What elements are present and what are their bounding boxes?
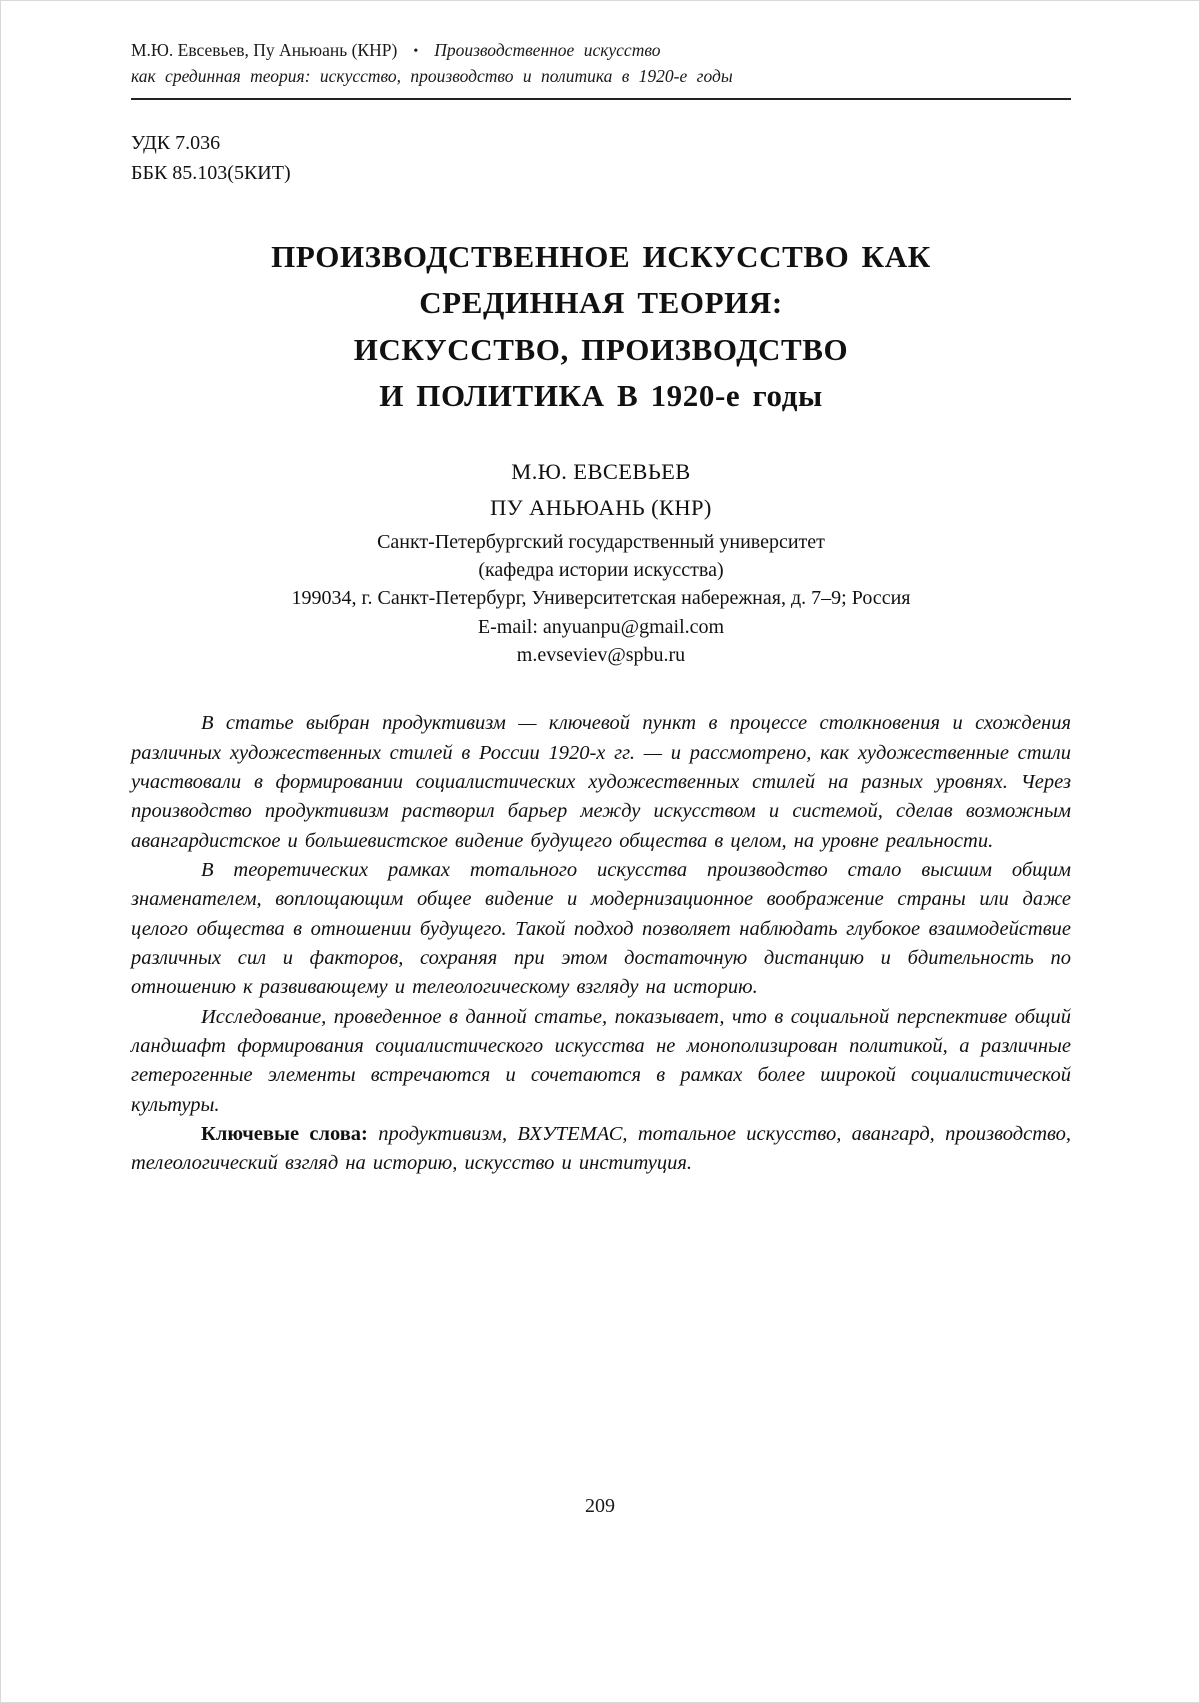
- article-title-line: И ПОЛИТИКА В 1920-е годы: [379, 378, 823, 413]
- affiliation-email: m.evseviev@spbu.ru: [516, 644, 686, 667]
- header-rule: [131, 98, 1071, 100]
- affiliation-block: [131, 528, 1071, 670]
- affiliation-line: Санкт-Петербургский государственный университет: [377, 530, 825, 553]
- udk-code: УДК 7.036: [131, 131, 221, 154]
- running-head-separator: •: [413, 44, 419, 59]
- affiliation-line: 199034, г. Санкт-Петербург, Университетская набережная, д. 7–9; Россия: [291, 587, 911, 610]
- keywords-label: Ключевые слова:: [201, 1122, 368, 1145]
- article-title: [131, 234, 1071, 420]
- affiliation-line: (кафедра истории искусства): [478, 558, 724, 581]
- bbk-code: ББК 85.103(5КИТ): [131, 161, 291, 184]
- running-head-title-part1: Производственное искусство: [434, 40, 661, 60]
- page-content: [1, 1, 1199, 1178]
- keywords: [131, 1120, 1071, 1179]
- running-head-title-part2: как срединная теория: искусство, производство и политика в 1920-е годы: [131, 66, 733, 87]
- author-name: ПУ АНЬЮАНЬ (КНР): [490, 494, 712, 520]
- classification-codes: [131, 128, 1071, 188]
- affiliation-email: E-mail: anyuanpu@gmail.com: [477, 615, 725, 638]
- running-head-authors: М.Ю. Евсевьев, Пу Аньюань (КНР): [131, 40, 398, 60]
- page-number: 209: [585, 1495, 615, 1517]
- abstract-paragraph: Исследование, проведенное в данной статье, показывает, что в социальной перспективе общий ландшафт формирования социалистического искусства не монополизирован политикой, а различные гетерогенные элементы встречаются и сочетаются в рамках более широкой социалистической культуры.: [131, 1005, 1071, 1116]
- running-head: [131, 37, 1071, 90]
- keywords-text: продуктивизм, ВХУТЕМАС, тотальное искусство, авангард, производство, телеологический взгляд на историю, искусство и институция.: [131, 1122, 1071, 1175]
- abstract-paragraph: В теоретических рамках тотального искусства производство стало высшим общим знаменателем, воплощающим общее видение и модернизационное воображение страны или даже целого общества в отношении будущего. Такой подход позволяет наблюдать глубокое взаимодействие различных сил и факторов, сохраняя при этом достаточную дистанцию и бдительность по отношению к развивающему и телеологическому взгляду на историю.: [131, 859, 1071, 999]
- article-title-line: ИСКУССТВО, ПРОИЗВОДСТВО: [353, 331, 849, 367]
- abstract-paragraph: В статье выбран продуктивизм — ключевой пункт в процессе столкновения и схождения различных художественных стилей в России 1920-х гг. — и рассмотрено, как художественные стили участвовали в формировании социалистических художественных стилей на разных уровнях. Через производство продуктивизм растворил барьер между искусством и системой, сделав возможным авангардистское и большевистское видение будущего общества в целом, на уровне реальности.: [131, 712, 1071, 852]
- author-names: [131, 454, 1071, 526]
- abstract: [131, 709, 1071, 1178]
- article-title-line: ПРОИЗВОДСТВЕННОЕ ИСКУССТВО КАК: [271, 238, 931, 274]
- running-head-line-1: [131, 37, 1071, 63]
- author-name: М.Ю. ЕВСЕВЬЕВ: [511, 458, 691, 484]
- article-title-line: СРЕДИННАЯ ТЕОРИЯ:: [419, 285, 783, 320]
